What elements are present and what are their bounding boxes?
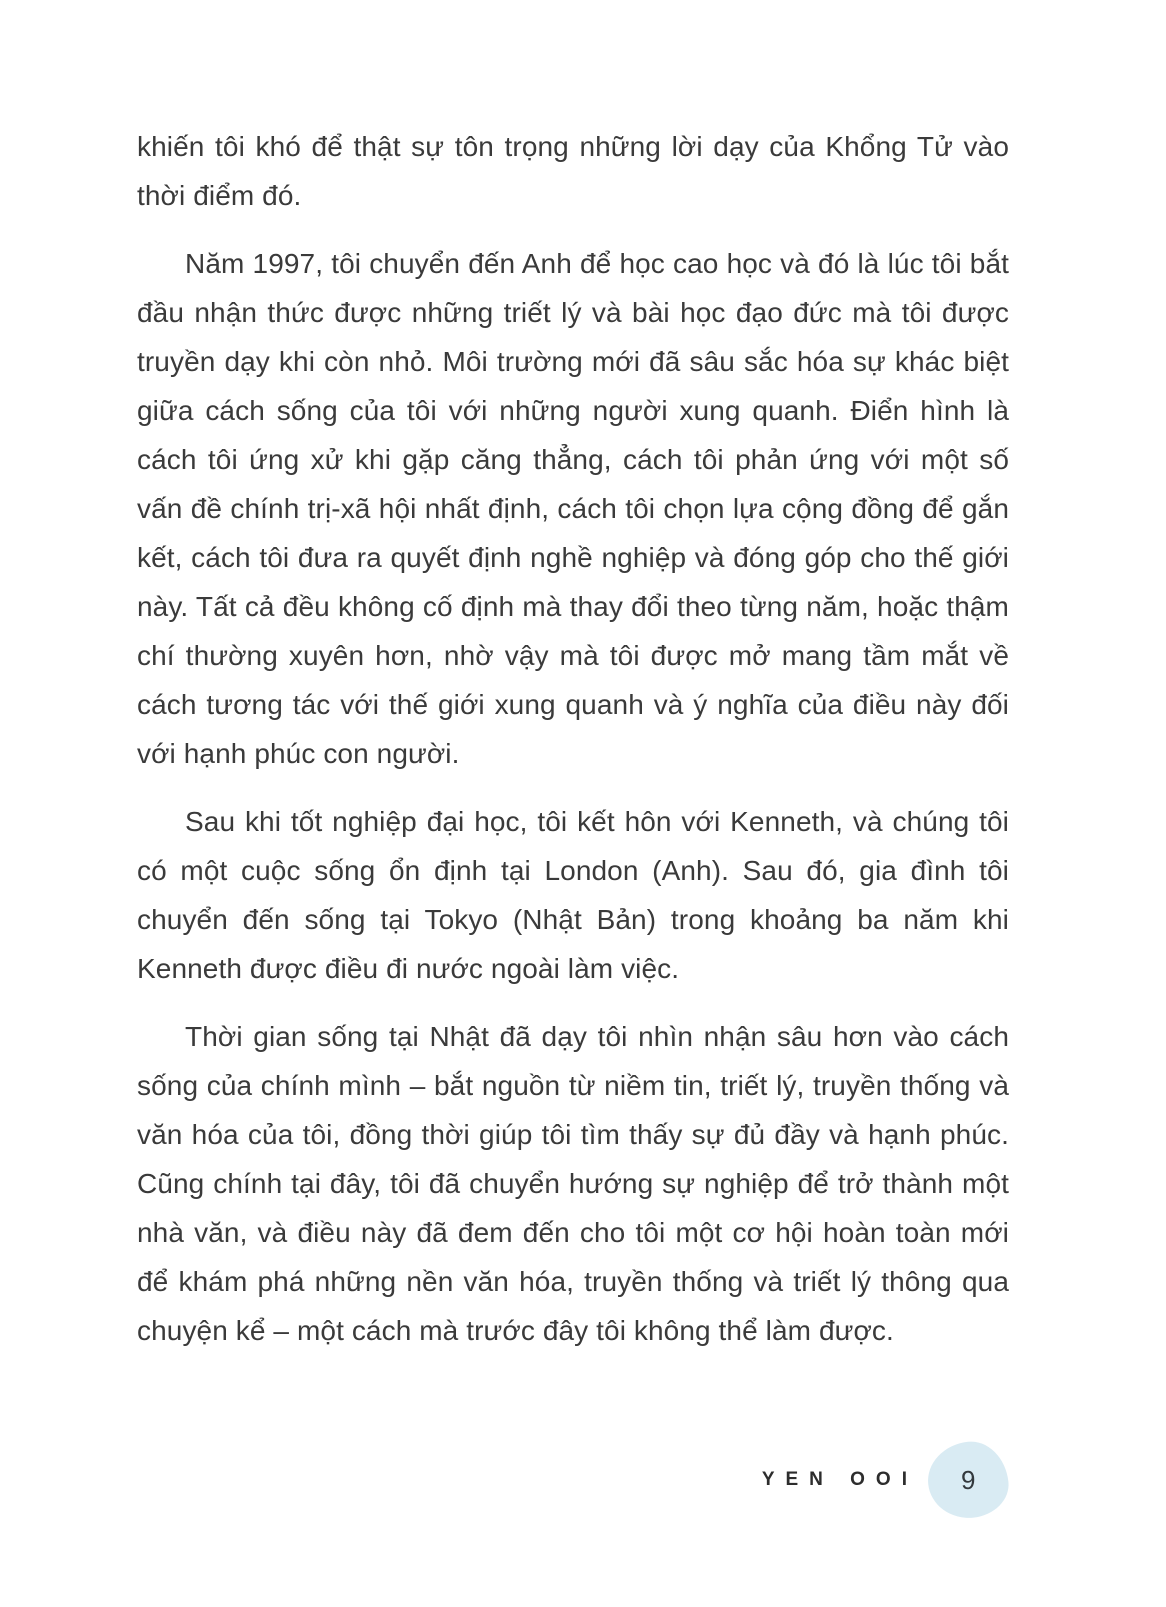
paragraph: Sau khi tốt nghiệp đại học, tôi kết hôn với Kenneth, và chúng tôi có một cuộc sống ổn định tại London (Anh). Sau đó, gia đình tôi chuyển đến sống tại Tokyo (Nhật Bản) trong khoảng ba năm khi Kenneth được điều đi nước ngoài làm việc. (137, 806, 1009, 984)
page-number-blob (924, 1438, 1012, 1522)
body-text (137, 122, 1009, 1355)
page-footer (762, 1442, 1008, 1518)
paragraph: Thời gian sống tại Nhật đã dạy tôi nhìn nhận sâu hơn vào cách sống của chính mình – bắt nguồn từ niềm tin, triết lý, truyền thống và văn hóa của tôi, đồng thời giúp tôi tìm thấy sự đủ đầy và hạnh phúc. Cũng chính tại đây, tôi đã chuyển hướng sự nghiệp để trở thành một nhà văn, và điều này đã đem đến cho tôi một cơ hội hoàn toàn mới để khám phá những nền văn hóa, truyền thống và triết lý thông qua chuyện kể – một cách mà trước đây tôi không thể làm được. (137, 1021, 1009, 1346)
paragraph: khiến tôi khó để thật sự tôn trọng những lời dạy của Khổng Tử vào thời điểm đó. (137, 131, 1009, 211)
author-name: YEN OOI (761, 1469, 918, 1490)
page-number: 9 (960, 1464, 976, 1495)
paragraph: Năm 1997, tôi chuyển đến Anh để học cao học và đó là lúc tôi bắt đầu nhận thức được những triết lý và bài học đạo đức mà tôi được truyền dạy khi còn nhỏ. Môi trường mới đã sâu sắc hóa sự khác biệt giữa cách sống của tôi với những người xung quanh. Điển hình là cách tôi ứng xử khi gặp căng thẳng, cách tôi phản ứng với một số vấn đề chính trị-xã hội nhất định, cách tôi chọn lựa cộng đồng để gắn kết, cách tôi đưa ra quyết định nghề nghiệp và đóng góp cho thế giới này. Tất cả đều không cố định mà thay đổi theo từng năm, hoặc thậm chí thường xuyên hơn, nhờ vậy mà tôi được mở mang tầm mắt về cách tương tác với thế giới xung quanh và ý nghĩa của điều này đối với hạnh phúc con người. (137, 248, 1009, 769)
